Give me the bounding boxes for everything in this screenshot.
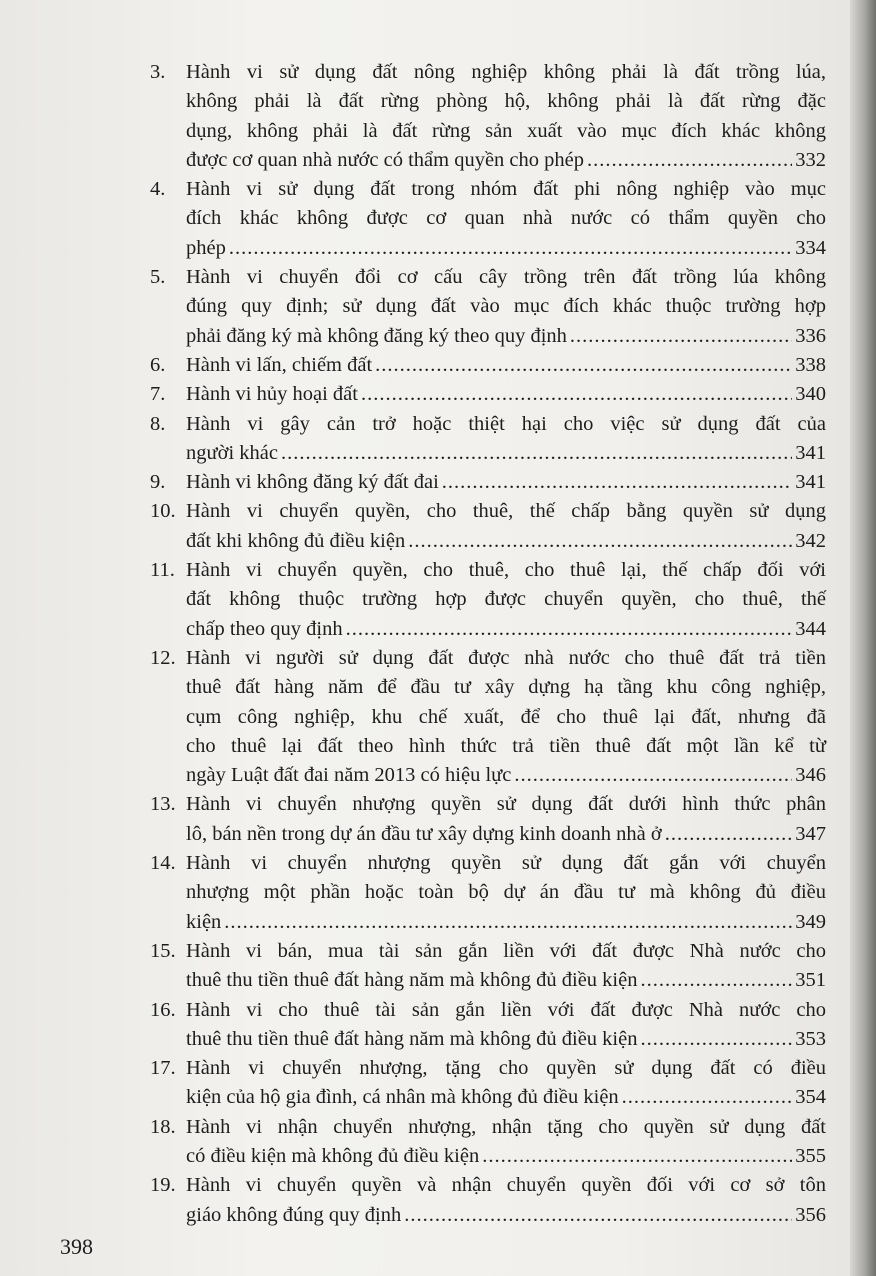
toc-entry-line: Hành vi sử dụng đất trong nhóm đất phi nông nghiệp vào mục [186, 178, 826, 201]
dot-leader [442, 468, 792, 497]
toc-entry [150, 849, 826, 937]
toc-entry-line: Hành vi chuyển nhượng quyền sử dụng đất gắn với chuyển [186, 852, 826, 875]
toc-entry-number: 12. [150, 646, 176, 669]
toc-entry-line: giáo không đúng quy định [186, 1203, 402, 1226]
toc-entry [150, 175, 826, 263]
toc-entry-line: Hành vi chuyển nhượng, tặng cho quyền sử dụng đất có điều [186, 1057, 826, 1080]
toc-entry-line: Hành vi nhận chuyển nhượng, nhận tặng cho quyền sử dụng đất [186, 1115, 826, 1138]
toc-entry-page: 347 [795, 822, 826, 845]
toc-entry [150, 263, 826, 351]
toc-entry-number: 8. [150, 412, 166, 435]
toc-entry-page: 354 [795, 1086, 826, 1109]
dot-leader [404, 1201, 792, 1230]
dot-leader [570, 322, 792, 351]
toc-entry-line: Hành vi chuyển quyền, cho thuê, thế chấp bằng quyền sử dụng [186, 500, 826, 523]
toc-entry [150, 410, 826, 469]
dot-leader [408, 527, 792, 556]
toc-entry-page: 351 [795, 969, 826, 992]
dot-leader [375, 351, 792, 380]
toc-entry-line: Hành vi chuyển quyền, cho thuê, cho thuê lại, thế chấp đối với [186, 559, 826, 582]
toc-entry-line: kiện của hộ gia đình, cá nhân mà không đủ điều kiện [186, 1086, 619, 1109]
toc-entry-number: 5. [150, 266, 166, 289]
toc-entry-line: Hành vi không đăng ký đất đai [186, 471, 439, 494]
toc-entry-line: thuê thu tiền thuê đất hàng năm mà không đủ điều kiện [186, 969, 638, 992]
toc-entry-line: phép [186, 236, 226, 259]
toc-entry-number: 16. [150, 998, 176, 1021]
dot-leader [482, 1142, 792, 1171]
toc-entry-number: 9. [150, 471, 166, 494]
toc-entry-page: 341 [795, 471, 826, 494]
toc-entry-line: Hành vi người sử dụng đất được nhà nước cho thuê đất trả tiền [186, 646, 826, 669]
dot-leader [229, 234, 792, 263]
toc-entry [150, 1054, 826, 1113]
toc-entry-number: 19. [150, 1174, 176, 1197]
toc-entry-page: 344 [795, 617, 826, 640]
toc-entry-page: 355 [795, 1144, 826, 1167]
toc-entry [150, 996, 826, 1055]
toc-entry-line: Hành vi gây cản trở hoặc thiệt hại cho việc sử dụng đất của [186, 412, 826, 435]
toc-entry-number: 11. [150, 559, 175, 582]
dot-leader [640, 1025, 792, 1054]
toc-entry [150, 58, 826, 175]
toc-entry-line: Hành vi bán, mua tài sản gắn liền với đất được Nhà nước cho [186, 939, 826, 962]
toc-entry-line: đất không thuộc trường hợp được chuyển quyền, cho thuê, thế [186, 588, 826, 611]
toc-entry-line: Hành vi chuyển quyền và nhận chuyển quyền đối với cơ sở tôn [186, 1174, 826, 1197]
toc-entry-number: 4. [150, 178, 166, 201]
dot-leader [665, 820, 793, 849]
toc-entry-line: không phải là đất rừng phòng hộ, không phải là đất rừng đặc [186, 90, 826, 113]
toc-entry-line: được cơ quan nhà nước có thẩm quyền cho phép [186, 148, 584, 171]
dot-leader [622, 1083, 793, 1112]
toc-entry-line: người khác [186, 441, 278, 464]
toc-entry [150, 380, 826, 409]
table-of-contents [150, 58, 826, 1230]
toc-entry-page: 356 [795, 1203, 826, 1226]
toc-entry-page: 349 [795, 910, 826, 933]
toc-entry-line: đất khi không đủ điều kiện [186, 529, 406, 552]
toc-entry [150, 1113, 826, 1172]
book-spine-shadow [850, 0, 876, 1276]
toc-entry-number: 3. [150, 61, 166, 83]
dot-leader [224, 908, 792, 937]
dot-leader [587, 146, 792, 175]
toc-entry-line: có điều kiện mà không đủ điều kiện [186, 1144, 480, 1167]
toc-entry-page: 334 [795, 236, 826, 259]
toc-entry-page: 336 [795, 324, 826, 347]
toc-entry-line: Hành vi cho thuê tài sản gắn liền với đất được Nhà nước cho [186, 998, 826, 1021]
toc-entry [150, 468, 826, 497]
dot-leader [281, 439, 792, 468]
toc-entry [150, 790, 826, 849]
toc-entry-page: 342 [795, 529, 826, 552]
dot-leader [640, 966, 792, 995]
toc-entry-number: 14. [150, 852, 176, 875]
toc-entry-page: 353 [795, 1027, 826, 1050]
toc-entry-number: 17. [150, 1057, 176, 1080]
toc-entry-page: 332 [795, 148, 826, 171]
toc-entry-line: Hành vi sử dụng đất nông nghiệp không phải là đất trồng lúa, [186, 61, 826, 83]
toc-entry-line: Hành vi chuyển nhượng quyền sử dụng đất dưới hình thức phân [186, 793, 826, 816]
toc-entry-number: 13. [150, 793, 176, 816]
toc-entry-line: dụng, không phải là đất rừng sản xuất vào mục đích khác không [186, 119, 826, 142]
toc-entry-page: 340 [795, 383, 826, 406]
dot-leader [514, 761, 792, 790]
toc-entry [150, 1171, 826, 1230]
toc-entry-line: phải đăng ký mà không đăng ký theo quy định [186, 324, 567, 347]
toc-entry [150, 556, 826, 644]
toc-entry-line: thuê đất hàng năm để đầu tư xây dựng hạ tầng khu công nghiệp, [186, 676, 826, 699]
toc-entry-line: ngày Luật đất đai năm 2013 có hiệu lực [186, 764, 512, 787]
toc-entry-line: đích khác không được cơ quan nhà nước có thẩm quyền cho [186, 207, 826, 230]
toc-entry-line: kiện [186, 910, 222, 933]
toc-entry-line: chấp theo quy định [186, 617, 343, 640]
toc-entry-line: cho thuê lại đất theo hình thức trả tiền thuê đất một lần kể từ [186, 734, 826, 757]
toc-entry-number: 18. [150, 1115, 176, 1138]
toc-entry-line: Hành vi chuyển đổi cơ cấu cây trồng trên đất trồng lúa không [186, 266, 826, 289]
toc-entry-line: Hành vi hủy hoại đất [186, 383, 358, 406]
toc-entry [150, 644, 826, 790]
toc-entry-line: cụm công nghiệp, khu chế xuất, để cho thuê lại đất, nhưng đã [186, 705, 826, 728]
toc-entry-page: 341 [795, 441, 826, 464]
toc-entry-number: 10. [150, 500, 176, 523]
toc-entry-line: nhượng một phần hoặc toàn bộ dự án đầu tư mà không đủ điều [186, 881, 826, 904]
toc-entry-page: 346 [795, 764, 826, 787]
page-number: 398 [60, 1234, 93, 1259]
toc-entry [150, 497, 826, 556]
toc-entry [150, 351, 826, 380]
toc-entry-number: 15. [150, 939, 176, 962]
toc-entry-line: Hành vi lấn, chiếm đất [186, 353, 373, 376]
toc-entry [150, 937, 826, 996]
toc-entry-number: 7. [150, 383, 166, 406]
toc-entry-number: 6. [150, 353, 166, 376]
toc-entry-line: thuê thu tiền thuê đất hàng năm mà không đủ điều kiện [186, 1027, 638, 1050]
toc-entry-page: 338 [795, 353, 826, 376]
dot-leader [361, 380, 792, 409]
toc-entry-line: đúng quy định; sử dụng đất vào mục đích khác thuộc trường hợp [186, 295, 826, 318]
toc-entry-line: lô, bán nền trong dự án đầu tư xây dựng kinh doanh nhà ở [186, 822, 662, 845]
dot-leader [346, 615, 793, 644]
